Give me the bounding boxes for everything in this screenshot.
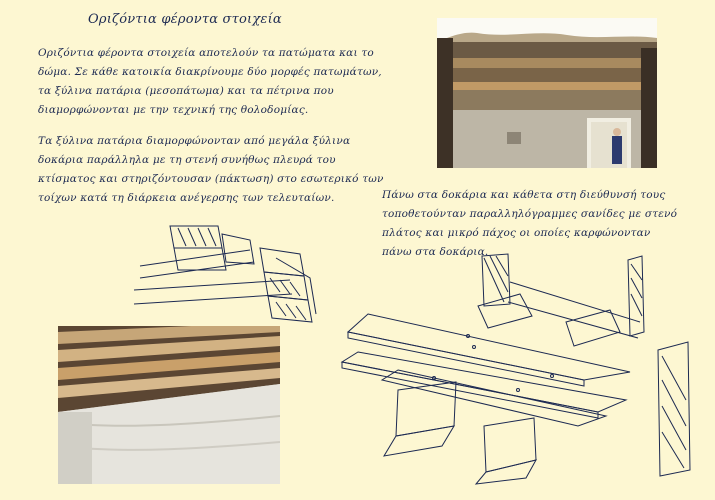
ruined-house-photo <box>437 18 657 168</box>
planks-on-beams-sketch <box>338 250 698 485</box>
page-title: Οριζόντια φέροντα στοιχεία <box>88 12 282 27</box>
beam-embedding-sketch <box>130 218 330 338</box>
beam-ceiling-photo <box>58 326 280 484</box>
beams-paragraph: Τα ξύλινα πατάρια διαμορφώνονταν από μεγάλα ξύλινα δοκάρια παράλληλα με τη στενή συνήθως πλευρά του κτίσματος και στηριζόντουσαν (πάκτωση) στο εσωτερικό των τοίχων κατά τη διάρκεια ανέγερσης των τελευταίων. <box>38 135 384 204</box>
planks-caption: Πάνω στα δοκάρια και κάθετα στη διεύθυνσή τους τοποθετούνταν παραλληλόγραμμες σανίδες με στενό πλάτος και μικρό πάχος οι οποίες καρφώνονταν πάνω στα δοκάρια. <box>382 189 678 258</box>
intro-paragraph: Οριζόντια φέροντα στοιχεία αποτελούν τα πατώματα και το δώμα. Σε κάθε κατοικία διακρίνουμε δύο μορφές πατωμάτων, τα ξύλινα πατάρια (μεσοπάτωμα) και τα πέτρινα που διαμορφώνονται με την τεχνική της θολοδομίας. <box>38 47 382 116</box>
